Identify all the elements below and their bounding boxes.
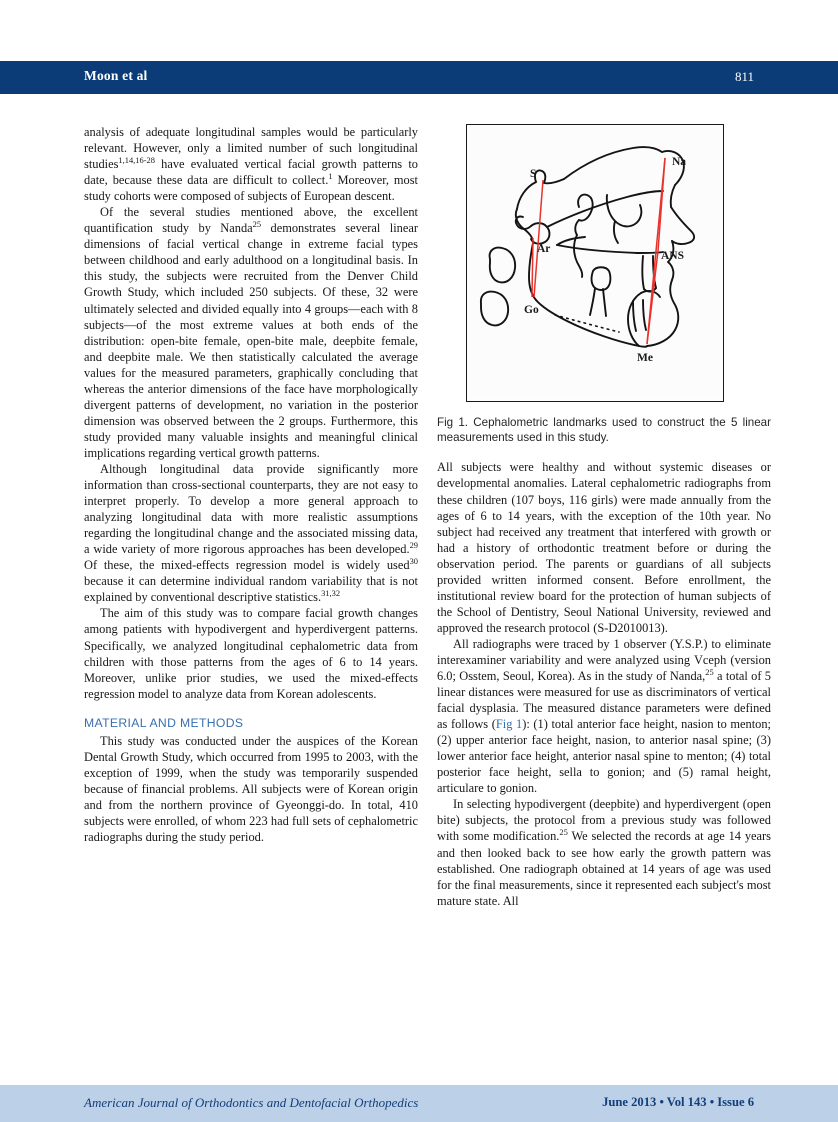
body-text-run: We selected the records at age 14 years and then looked back to see how early the growth pattern was established. One radiograph obtained at 14 years of age was used for the final measurements, since it represented each subject's most mature state. All [437,829,771,908]
body-text-run: The aim of this study was to compare facial growth changes among patients with hypodivergent and hyperdivergent patterns. Specifically, we analyzed longitudinal cephalometric data from children with those patterns from the ages of 6 to 14 years. Moreover, unlike prior studies, we used the mixed-effects regression model to analyze data from Korean adolescents. [84,606,418,701]
body-paragraph [84,461,418,605]
landmark-label-me: Me [637,352,653,364]
landmark-label-go: Go [524,304,539,316]
citation-superscript[interactable]: 25 [705,666,714,677]
body-text-run: In selecting hypodivergent (deepbite) and hyperdivergent (open bite) subjects, the protocol from a previous study was followed with some modification. [437,797,771,844]
landmark-label-s: S [530,168,537,180]
citation-superscript[interactable]: 25 [252,219,262,230]
body-text-run: Although longitudinal data provide significantly more information than cross-sectional counterparts, they are not easy to interpret properly. To develop a more general approach to analyzing longitudinal data with more realistic assumptions regarding the longitudinal change and the associated missing data, a wide variety of more rigorous approaches has been developed. [84,461,418,557]
body-text-run: a total of 5 linear distances were measured for use as discriminators of vertical facial dysplasia. The measured distance parameters were defined as follows ( [437,669,771,732]
landmark-label-na: Na [672,156,687,168]
body-text-run: analysis of adequate longitudinal samples would be particularly relevant. However, only a limited number of such longitudinal studies [84,125,418,172]
citation-superscript[interactable]: 25 [559,827,568,838]
figure-1-cephalometric-tracing [466,124,724,402]
page-number: 811 [734,69,754,84]
section-heading-material-and-methods: MATERIAL AND METHODS [84,715,244,730]
cephalometric-tracing-svg [467,125,720,398]
body-paragraph [84,124,418,204]
left-column-paragraphs-after-heading [84,733,418,845]
landmark-label-ar: Ar [537,243,551,255]
body-text-run: ): (1) total anterior face height, nasion to menton; (2) upper anterior face height, nasion, to anterior nasal spine; (3) lower anterior face height, anterior nasal spine to menton; (4) total posterior face height, sella to gonion; and (5) ramal height, articulare to gonion. [437,717,771,796]
body-text-run: Moreover, most study cohorts were composed of subjects of European descent. [84,173,418,204]
running-head-authors: Moon et al [84,68,148,83]
left-column-paragraphs [84,124,418,702]
body-paragraph [84,605,418,701]
citation-superscript[interactable]: 29 [409,540,418,551]
left-column [84,124,418,845]
body-text-run: This study was conducted under the auspices of the Korean Dental Growth Study, which occurred from 1995 to 2003, with the exception of 1999, when the study was temporarily suspended because of financial problems. All subjects were of Korean origin and from the northern province of Gyeonggi-do. In total, 410 subjects were enrolled, of whom 223 had full sets of cephalometric radiographs during the study period. [84,733,418,845]
footer-bar [0,1085,838,1122]
body-paragraph [437,459,771,636]
body-text-run: because it can determine individual random variability that is not explained by conventional descriptive statistics. [84,574,418,605]
body-text-run: All subjects were healthy and without systemic diseases or developmental anomalies. Lateral cephalometric radiographs from these children (107 boys, 116 girls) were made annually from the ages of 6 to 14 years, with the exception of the 10th year. No subject had received any treatment that interfered with growth or had a history of orthodontic treatment before or during the observation period. The parents or guardians of all subjects provided written informed consent. Before enrollment, the institutional review board for the protection of human subjects of the School of Dentistry, Seoul National University, reviewed and approved the research protocol (S-D2010013). [437,460,771,635]
figure-cross-reference-link[interactable]: Fig 1 [495,717,523,732]
citation-superscript[interactable]: 30 [409,556,418,567]
body-text-run: have evaluated vertical facial growth patterns to date, because these data are difficult to collect. [84,157,418,188]
citation-superscript[interactable]: 1,14,16-28 [118,154,155,165]
running-head-bar [0,61,838,94]
landmark-label-ans: ANS [661,250,685,262]
right-column-paragraphs [437,459,771,908]
body-paragraph [437,636,771,796]
body-paragraph [84,204,418,461]
body-text-run: All radiographs were traced by 1 observer (Y.S.P.) to eliminate interexaminer variability and were analyzed using Vceph (version 6.0; Osstem, Seoul, Korea). As in the study of Nanda, [437,636,771,684]
body-paragraph [437,796,771,908]
right-column [437,124,771,909]
body-text-run: Of these, the mixed-effects regression model is widely used [84,558,410,573]
figure-1-label: Fig 1. [437,416,469,429]
footer-journal-name: American Journal of Orthodontics and Dentofacial Orthopedics [84,1095,419,1110]
figure-1-caption [437,415,771,445]
footer-issue-info: June 2013 • Vol 143 • Issue 6 [602,1095,754,1109]
body-paragraph [84,733,418,845]
citation-superscript[interactable]: 1 [328,171,333,182]
figure-1-caption-text: Cephalometric landmarks used to construct the 5 linear measurements used in this study. [437,416,771,445]
citation-superscript[interactable]: 31,32 [321,588,341,599]
body-text-run: Of the several studies mentioned above, the excellent quantification study by Nanda [84,205,418,236]
body-text-run: demonstrates several linear dimensions of facial vertical change in extreme facial types between childhood and early adulthood on a longitudinal basis. In this study, the subjects were recruited from the Denver Child Growth Study, which included 250 subjects. Of these, 32 were ultimately selected and divided equally into 4 groups—each with 8 subjects—of the most extreme values at both ends of the distribution: open-bite female, open-bite male, deepbite female, and deepbite male. We then statistically calculated the average values for the measured parameters, graphically concluding that whereas the anterior dimensions of the face have morphologically divergent patterns of development, no variation in the posterior dimension was observed between the 2 groups. Furthermore, this study provided many valuable insights and meaningful clinical implications regarding vertical growth patterns. [84,221,418,460]
